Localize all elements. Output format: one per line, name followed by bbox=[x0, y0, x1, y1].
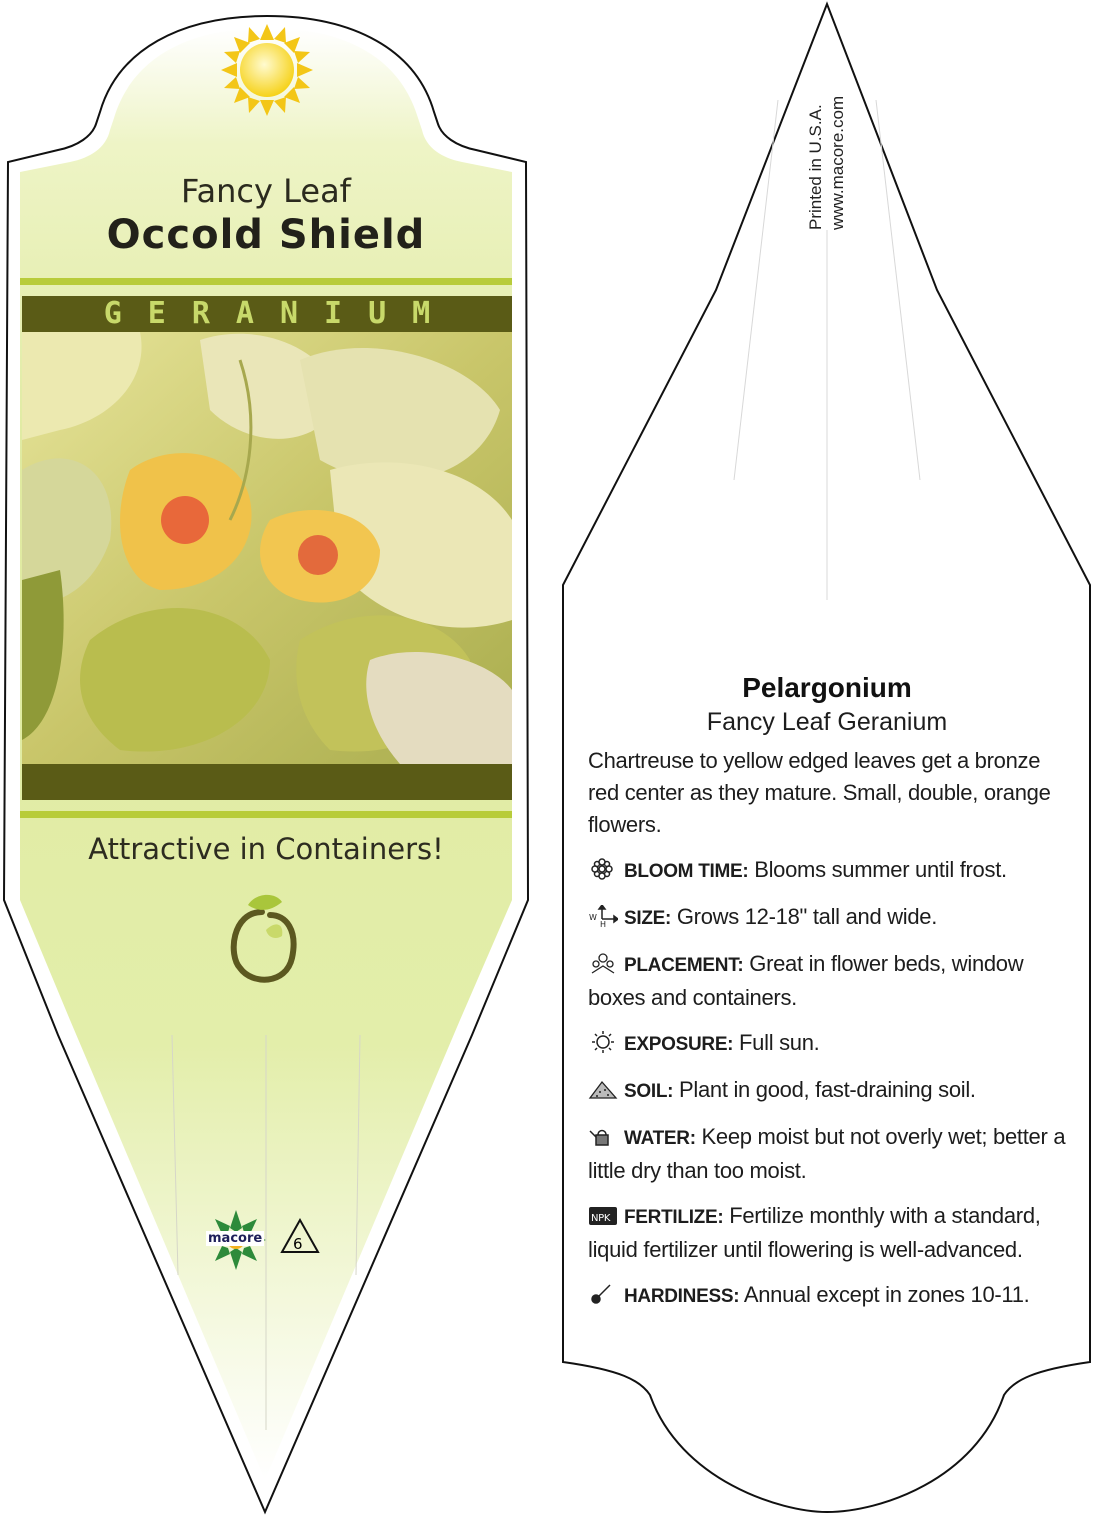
plant-variety-title: Occold Shield bbox=[106, 212, 426, 258]
care-label: BLOOM TIME: bbox=[624, 861, 749, 882]
plant-series-title: Fancy Leaf bbox=[181, 172, 351, 210]
accent-line-top bbox=[20, 278, 512, 285]
plant-description: Chartreuse to yellow edged leaves get a bronze red center as they mature. Small, double, orange flowers. bbox=[588, 748, 1051, 837]
care-item-water bbox=[588, 1121, 1066, 1187]
plant-category-band: GERANIUM bbox=[22, 296, 512, 332]
photo-bottom-band bbox=[22, 764, 512, 800]
care-label: SIZE: bbox=[624, 908, 672, 929]
tagline: Attractive in Containers! bbox=[88, 832, 444, 866]
care-item-placement bbox=[588, 948, 1066, 1014]
care-text: Keep moist but not overly wet; better a little dry than too moist. bbox=[588, 1124, 1066, 1183]
care-text: Plant in good, fast-draining soil. bbox=[673, 1077, 976, 1102]
svg-text:NPK: NPK bbox=[591, 1213, 611, 1224]
printed-info bbox=[794, 60, 854, 230]
printed-in: Printed in U.S.A. bbox=[806, 104, 825, 230]
care-item-soil bbox=[588, 1074, 1066, 1108]
accent-line-bottom bbox=[20, 811, 512, 818]
size-icon bbox=[588, 904, 618, 926]
sun-icon bbox=[588, 1030, 618, 1052]
soil-icon bbox=[588, 1077, 618, 1099]
plant-info bbox=[588, 672, 1066, 1313]
thermometer-icon bbox=[588, 1282, 618, 1304]
care-text: Full sun. bbox=[733, 1030, 820, 1055]
care-label: EXPOSURE: bbox=[624, 1034, 734, 1055]
care-text: Fertilize monthly with a standard, liquid fertilizer until flowering is well-advanced. bbox=[588, 1203, 1041, 1262]
npk-icon bbox=[588, 1203, 618, 1225]
care-item-fertilize bbox=[588, 1200, 1066, 1266]
watering-can-icon bbox=[588, 1124, 618, 1146]
care-label: FERTILIZE: bbox=[624, 1207, 724, 1228]
common-name: Fancy Leaf Geranium bbox=[706, 708, 948, 736]
care-list bbox=[588, 854, 1066, 1313]
genus-name: Pelargonium bbox=[742, 672, 912, 703]
placement-icon bbox=[588, 951, 618, 973]
website: www.macore.com bbox=[828, 95, 847, 230]
brand-name: macore bbox=[208, 1231, 263, 1246]
care-item-exposure bbox=[588, 1027, 1066, 1061]
care-item-hardiness bbox=[588, 1279, 1066, 1313]
care-text: Blooms summer until frost. bbox=[748, 857, 1007, 882]
care-label: WATER: bbox=[624, 1128, 696, 1149]
care-text: Great in flower beds, window boxes and containers. bbox=[588, 951, 1024, 1010]
care-label: HARDINESS: bbox=[624, 1286, 740, 1307]
care-text: Annual except in zones 10-11. bbox=[739, 1282, 1030, 1307]
flower-icon bbox=[588, 857, 618, 879]
sun-icon bbox=[221, 24, 313, 116]
care-label: SOIL: bbox=[624, 1081, 674, 1102]
svg-text:W: W bbox=[589, 913, 597, 922]
care-item-size bbox=[588, 901, 1066, 935]
care-text: Grows 12-18" tall and wide. bbox=[671, 904, 938, 929]
care-item-bloom-time bbox=[588, 854, 1066, 888]
care-label: PLACEMENT: bbox=[624, 955, 744, 976]
recycle-code: 6 bbox=[293, 1235, 303, 1253]
svg-text:H: H bbox=[600, 920, 606, 927]
plant-photo bbox=[22, 332, 512, 764]
